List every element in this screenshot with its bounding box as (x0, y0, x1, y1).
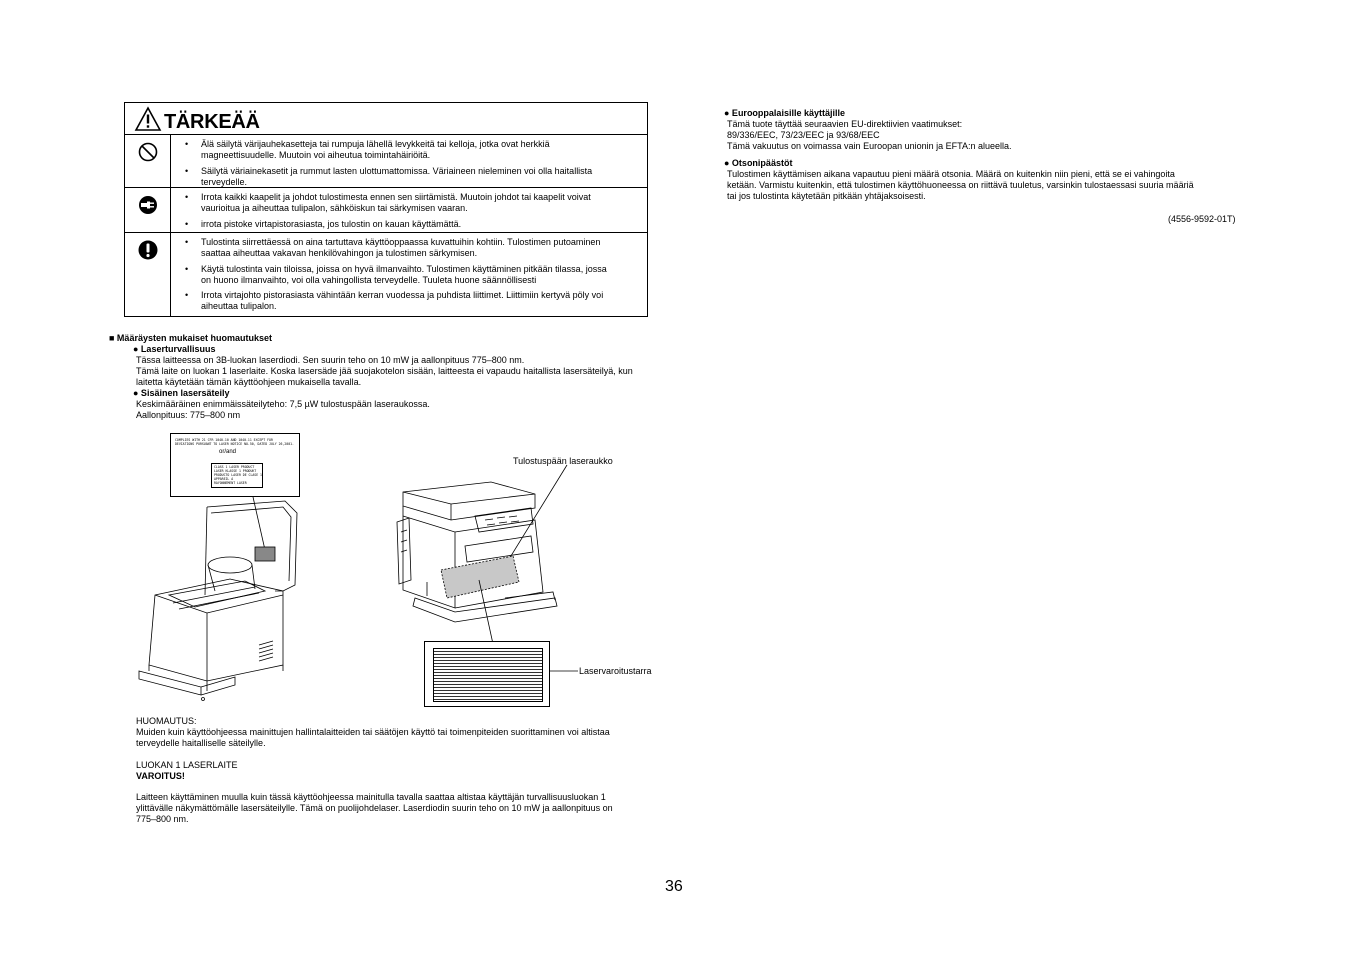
class1-text: LUOKAN 1 LASERLAITE (136, 760, 238, 770)
or-and-text: or/and (219, 449, 237, 455)
laser-warning-sticker-label: Laservaroitustarra (579, 666, 652, 676)
prohibition-icon (137, 141, 159, 163)
exclamation-icon (137, 239, 159, 261)
eu-text: 89/336/EEC, 73/23/EEC ja 93/68/EEC (727, 130, 880, 140)
warning-item: • Säilytä väriainekasetit ja rummut lasten ulottumattomissa. Väriaineen nieleminen voi olla haitallista terveydelle. (185, 166, 641, 189)
warning-item: • Tulostinta siirrettäessä on aina tartuttava käyttöoppaassa kuvattuihin kohtiin. Tulostimen putoaminen saattaa aiheuttaa vakavan henkilövahingon ja tulostimen särkymisen. (185, 237, 641, 260)
warning-item: • Käytä tulostinta vain tiloissa, joissa on hyvä ilmanvaihto. Tulostimen käyttäminen pitkään tilassa, jossa on huono ilmanvaihto, voi olla vahingollista terveydelle. Tuuleta huone säännöllisesti (185, 264, 641, 287)
warning-item: • Irrota kaikki kaapelit ja johdot tulostimesta ennen sen siirtämistä. Muutoin johdot tai kaapelit voivat vaurioitua ja aiheuttaa tulipalon, sähköiskun tai särkymisen vaaran. (185, 192, 641, 215)
print-head-label: Tulostuspään laseraukko (513, 456, 613, 466)
closed-printer-illustration (395, 462, 575, 647)
regulations-heading: ■ Määräysten mukaiset huomautukset (109, 333, 272, 343)
warning-row-prohibition (125, 135, 647, 188)
laser-warning-sticker (424, 641, 550, 707)
laser-safety-text: laitetta käytetään tämän käyttöohjeen mukaisella tavalla. (136, 377, 362, 387)
ozone-heading: ● Otsonipäästöt (724, 158, 793, 168)
note-text: Muiden kuin käyttöohjeessa mainittujen hallintalaitteiden tai säätöjen käyttö tai toimenpiteiden suorittaminen voi altistaa (136, 727, 610, 737)
eu-text: Tämä vakuutus on voimassa vain Euroopan unionin ja EFTA:n alueella. (727, 141, 1012, 151)
ozone-text: Tulostimen käyttämisen aikana vapautuu pieni määrä otsonia. Määrä on kuitenkin niin pieni, että se ei vahingoita (727, 169, 1175, 179)
compliance-label: COMPLIES WITH 21 CFR 1040.10 AND 1040.11 EXCEPT FOR DEVIATIONS PURSUANT TO LASER NOTICE NO.50, DATED JULY 26,2001. or/and CLASS 1 LASER PRODUCT LASER KLASSE 1 PRODUKT PRODUCTO LASER DE CLASE 1 APPAREIL A RAYONNEMENT LASER (170, 433, 300, 497)
warning-text: VAROITUS! (136, 771, 185, 781)
laser-safety-heading: ● Laserturvallisuus (133, 344, 216, 354)
internal-radiation-heading: ● Sisäinen lasersäteily (133, 388, 230, 398)
ozone-text: tai jos tulostinta käytetään pitkään yhtäjaksoisesti. (727, 191, 926, 201)
eu-users-heading: ● Eurooppalaisille käyttäjille (724, 108, 845, 118)
warning-item: • irrota pistoke virtapistorasiasta, jos tulostin on kauan käyttämättä. (185, 219, 641, 230)
class1-label: CLASS 1 LASER PRODUCT LASER KLASSE 1 PRODUKT PRODUCTO LASER DE CLASE 1 APPAREIL A RAYONNEMENT LASER (211, 463, 263, 488)
important-warning-box (124, 102, 648, 317)
sticker-leader-line (550, 668, 578, 674)
warning-title: TÄRKEÄÄ (164, 110, 260, 133)
sticker-text-block (433, 648, 543, 702)
eu-text: Tämä tuote täyttää seuraavien EU-direktiivien vaatimukset: (727, 119, 963, 129)
ozone-text: ketään. Varmistu kuitenkin, että tulostimen käyttöhuoneessa on riittävä tuuletus, varsinkin tulostaessasi suuria määriä (727, 180, 1194, 190)
page-number: 36 (665, 878, 683, 895)
warning-paragraph: 775–800 nm. (136, 814, 189, 824)
open-printer-illustration (135, 495, 310, 710)
warning-item: • Irrota virtajohto pistorasiasta vähintään kerran vuodessa ja puhdista liittimet. Liittimiin kertyvä pöly voi aiheuttaa tulipalon. (185, 290, 641, 313)
warning-row-caution (125, 233, 647, 316)
document-code: (4556-9592-01T) (1168, 214, 1236, 224)
warning-item: • Älä säilytä värijauhekasetteja tai rumpuja lähellä levykkeitä tai kelloja, jotka ovat herkkiä magneettisuudelle. Muutoin voi aiheutua toimintahäiriöitä. (185, 139, 641, 162)
note-heading: HUOMAUTUS: (136, 716, 197, 726)
laser-safety-text: Tässa laitteessa on 3B-luokan laserdiodi. Sen suurin teho on 10 mW ja aallonpituus 775–800 nm. (136, 355, 525, 365)
note-text: terveydelle haitalliselle säteilylle. (136, 738, 266, 748)
unplug-icon (137, 194, 159, 216)
warning-paragraph: ylittävälle näkymättömälle lasersäteilylle. Tämä on puolijohdelaser. Laserdiodin suurin teho on 10 mW ja aallonpituus on (136, 803, 613, 813)
warning-header (125, 103, 647, 135)
warning-paragraph: Laitteen käyttäminen muulla kuin tässä käyttöohjeessa mainitulla tavalla saattaa altistaa käyttäjän turvallisuusluokan 1 (136, 792, 606, 802)
laser-safety-text: Tämä laite on luokan 1 laserlaite. Koska lasersäde jää suojakotelon sisään, laitteesta ei vapaudu haitallista lasersäteilyä, kun (136, 366, 633, 376)
internal-radiation-text: Aallonpituus: 775–800 nm (136, 410, 241, 420)
warning-row-unplug (125, 188, 647, 233)
internal-radiation-text: Keskimääräinen enimmäissäteilyteho: 7,5 µW tulostuspään laseraukossa. (136, 399, 430, 409)
warning-triangle-icon (134, 106, 162, 132)
